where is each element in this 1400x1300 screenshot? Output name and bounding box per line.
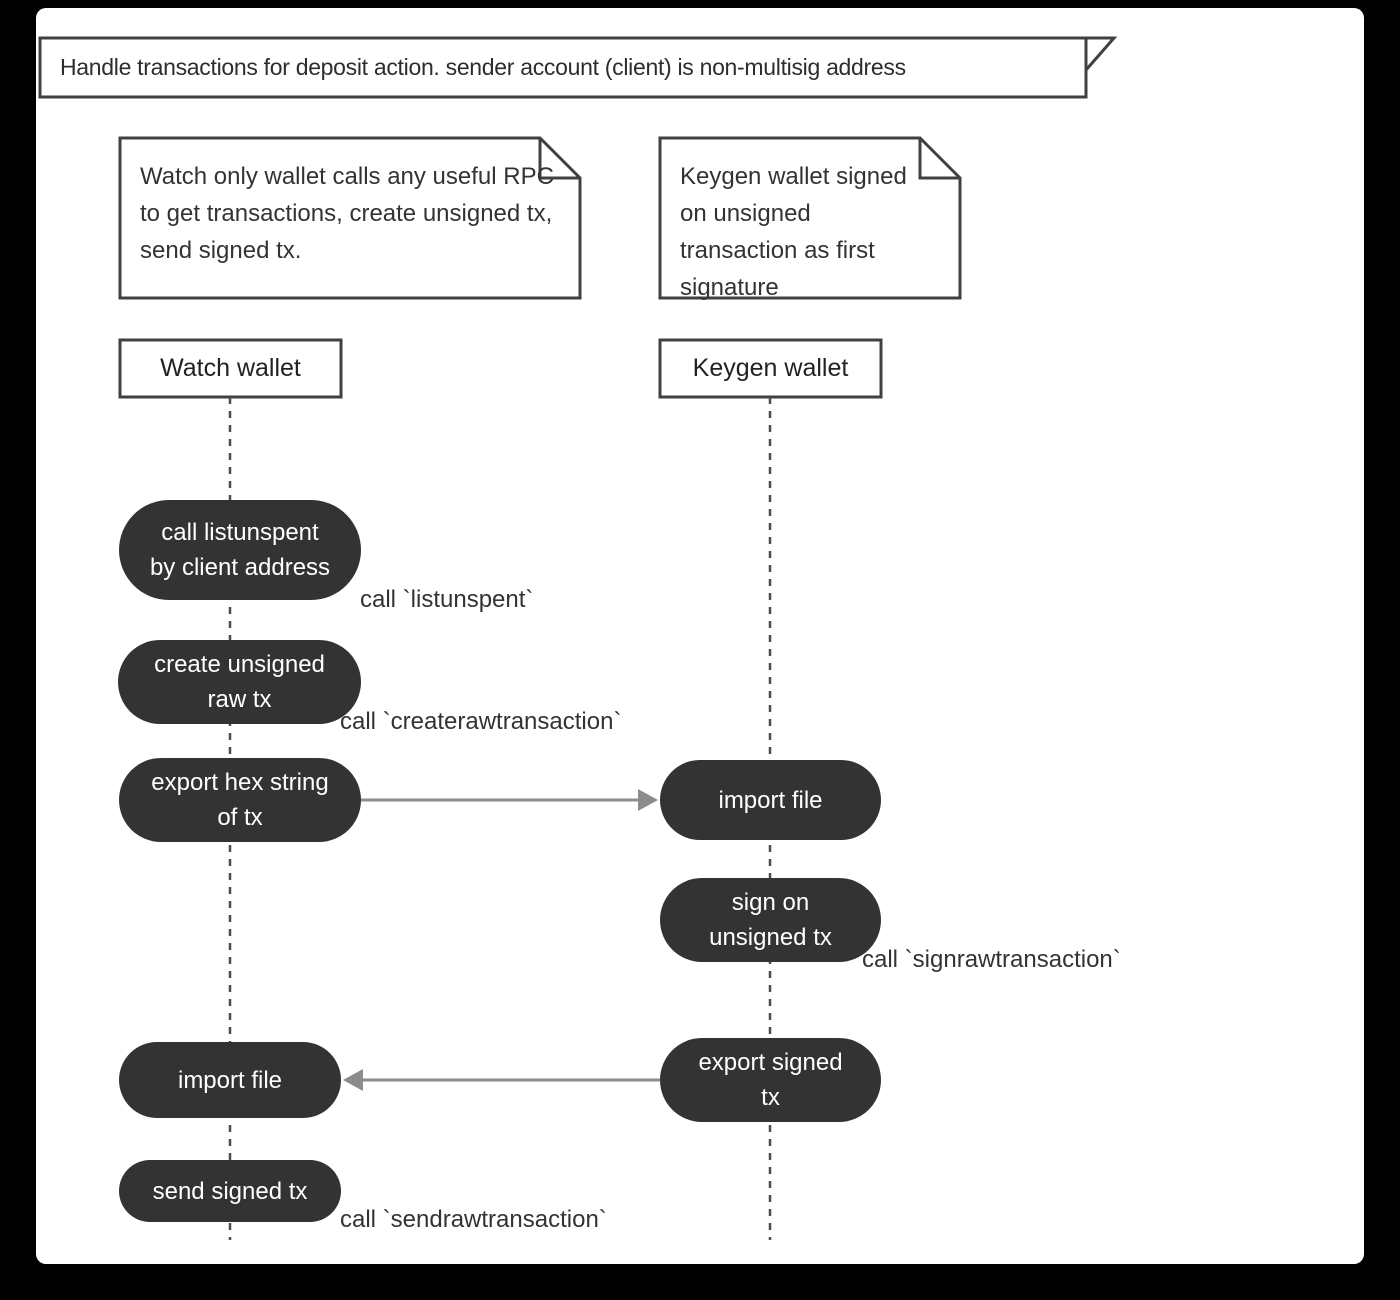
node-import-file-watch xyxy=(119,1042,341,1118)
node-import-file-keygen xyxy=(660,760,881,840)
node-line: call listunspent xyxy=(161,519,319,546)
node-export-hex-string-of-tx xyxy=(119,758,361,842)
label-call-listunspent: call `listunspent` xyxy=(360,586,534,613)
note-keygen-wallet-text: Keygen wallet signed on unsigned transaction as first signature xyxy=(680,163,907,301)
arrow-export-signed-to-import-head xyxy=(343,1069,363,1091)
diagram-title: Handle transactions for deposit action. sender account (client) is non-multisig address xyxy=(60,54,906,80)
participant-keygen-wallet: Keygen wallet xyxy=(692,354,849,382)
node-line: import file xyxy=(718,786,823,814)
node-call-listunspent xyxy=(119,500,361,600)
node-line: of tx xyxy=(217,804,263,831)
node-line: send signed tx xyxy=(152,1177,308,1205)
diagram-canvas xyxy=(36,8,1364,1264)
node-line: tx xyxy=(761,1084,780,1111)
node-send-signed-tx xyxy=(119,1160,341,1222)
node-export-signed-tx xyxy=(660,1038,881,1122)
node-line: export hex string xyxy=(151,769,329,796)
label-call-signrawtransaction: call `signrawtransaction` xyxy=(862,946,1121,973)
node-line: unsigned tx xyxy=(709,924,832,951)
node-line: raw tx xyxy=(207,686,272,713)
node-line: sign on xyxy=(731,889,810,916)
node-line: by client address xyxy=(149,554,331,581)
node-line: import file xyxy=(177,1066,283,1094)
arrow-export-hex-to-import-head xyxy=(638,789,658,811)
node-line: create unsigned xyxy=(154,651,325,678)
note-watch-wallet-text: Watch only wallet calls any useful RPC to get transactions, create unsigned tx, send signed tx. xyxy=(140,163,554,264)
node-create-unsigned-raw-tx xyxy=(118,640,361,724)
node-sign-on-unsigned-tx xyxy=(660,878,881,962)
participant-watch-wallet: Watch wallet xyxy=(160,354,301,382)
label-call-sendrawtransaction: call `sendrawtransaction` xyxy=(340,1206,607,1233)
label-call-createrawtransaction: call `createrawtransaction` xyxy=(340,708,622,735)
node-line: export signed xyxy=(698,1049,843,1076)
